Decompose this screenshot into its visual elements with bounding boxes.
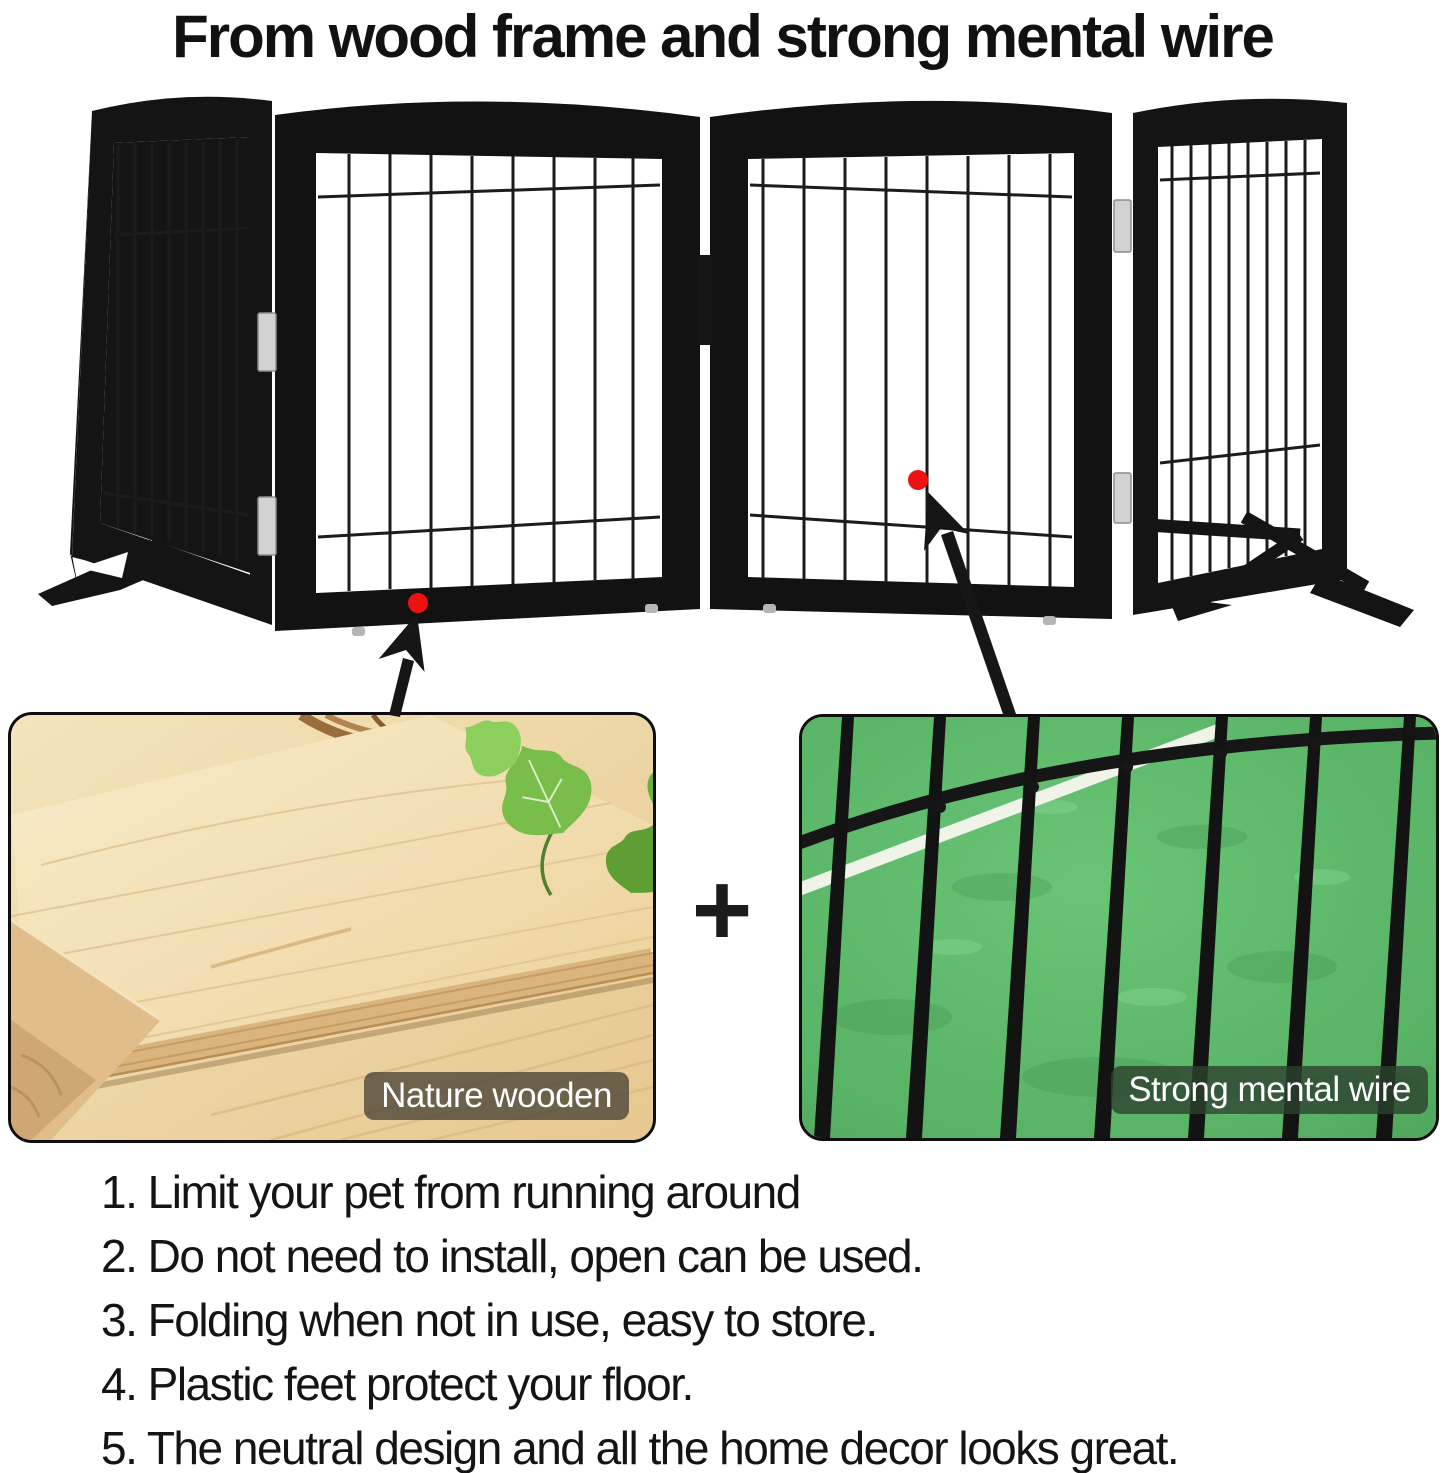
feature-item: 2. Do not need to install, open can be used. [101, 1230, 923, 1282]
plastic-foot [763, 604, 776, 613]
page-title: From wood frame and strong mental wire [172, 3, 1273, 70]
plastic-foot [1043, 616, 1056, 625]
callout-arrow-wood [379, 614, 425, 717]
panel-2-wires [318, 154, 660, 591]
gate-panel-3 [698, 101, 1112, 625]
wire-inset-label: Strong mental wire [1111, 1066, 1428, 1114]
hinge-icon [1114, 200, 1131, 252]
feature-list [101, 1160, 1435, 1473]
red-dot-wire-callout [908, 470, 928, 490]
pet-gate-illustration [0, 85, 1445, 735]
hinge-icon [1114, 473, 1131, 523]
wood-inset-label: Nature wooden [364, 1072, 629, 1120]
red-dot-wood-callout [408, 593, 428, 613]
wood-inset-photo [8, 712, 656, 1143]
callout-arrow-wire [924, 492, 1016, 717]
support-feet-right [1148, 517, 1414, 627]
panel-4-wires [1160, 140, 1320, 580]
plus-sign: + [691, 851, 753, 968]
hinge-icon [258, 313, 276, 371]
panel-3-wires [750, 154, 1072, 587]
hinges [258, 200, 1131, 555]
gate-panel-2 [275, 101, 700, 636]
panel-junction [698, 255, 712, 345]
panel-1-wires [104, 140, 248, 561]
gate-panel-1 [38, 97, 272, 625]
plastic-foot [645, 604, 658, 613]
feature-item: 1. Limit your pet from running around [101, 1166, 800, 1218]
feature-item: 4. Plastic feet protect your floor. [101, 1358, 693, 1410]
feature-item: 5. The neutral design and all the home decor looks great. [101, 1422, 1179, 1473]
wire-inset-photo [799, 714, 1439, 1141]
hinge-icon [258, 497, 276, 555]
support-feet-left [38, 537, 268, 606]
gate-panel-4 [1133, 99, 1414, 627]
feature-item: 3. Folding when not in use, easy to store. [101, 1294, 877, 1346]
plastic-foot [352, 627, 365, 636]
